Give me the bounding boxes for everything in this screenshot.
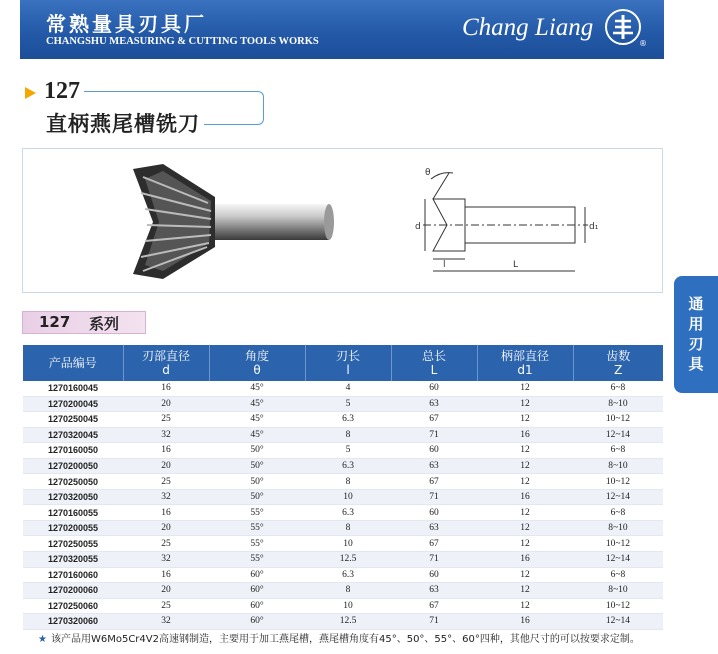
- product-code: 127: [44, 78, 80, 104]
- table-row: [23, 598, 663, 614]
- table-row: [23, 536, 663, 552]
- table-cell: 6~8: [573, 567, 663, 583]
- table-cell: 55°: [209, 505, 305, 521]
- table-cell: 20: [123, 396, 209, 412]
- table-cell: 16: [477, 552, 573, 568]
- table-cell: 8~10: [573, 520, 663, 536]
- side-category-tab[interactable]: [674, 276, 718, 393]
- label-L: L: [513, 260, 519, 270]
- table-cell: 16: [123, 443, 209, 459]
- table-cell: 45°: [209, 396, 305, 412]
- col-header-l: 刃长 l: [305, 345, 391, 381]
- table-cell: 63: [391, 520, 477, 536]
- table-cell: 50°: [209, 458, 305, 474]
- table-row: [23, 489, 663, 505]
- table-cell: 5: [305, 443, 391, 459]
- table-cell: 60°: [209, 567, 305, 583]
- table-cell: 1270200045: [23, 396, 123, 412]
- table-cell: 10: [305, 598, 391, 614]
- col-header-d1: 柄部直径 d1: [477, 345, 573, 381]
- table-cell: 1270250045: [23, 412, 123, 428]
- table-cell: 16: [477, 427, 573, 443]
- table-cell: 71: [391, 614, 477, 630]
- table-cell: 1270160045: [23, 381, 123, 396]
- table-row: [23, 474, 663, 490]
- table-cell: 16: [123, 567, 209, 583]
- col-header-code: 产品编号: [23, 345, 123, 381]
- table-cell: 1270200060: [23, 583, 123, 599]
- col-header-z: 齿数 Z: [573, 345, 663, 381]
- side-tab-char: 具: [688, 355, 704, 373]
- table-row: [23, 614, 663, 630]
- table-cell: 12: [477, 396, 573, 412]
- table-cell: 55°: [209, 552, 305, 568]
- table-cell: 6.3: [305, 567, 391, 583]
- table-cell: 12~14: [573, 489, 663, 505]
- side-tab-char: 刃: [688, 335, 704, 353]
- table-cell: 1270320045: [23, 427, 123, 443]
- table-cell: 60: [391, 567, 477, 583]
- series-label: 系列: [89, 315, 120, 333]
- col-header-d: 刃部直径 d: [123, 345, 209, 381]
- table-cell: 1270250055: [23, 536, 123, 552]
- brand-name: Chang Liang: [462, 14, 594, 41]
- table-cell: 12.5: [305, 552, 391, 568]
- table-cell: 1270320050: [23, 489, 123, 505]
- table-cell: 71: [391, 427, 477, 443]
- series-code: 127: [39, 313, 71, 331]
- footnote: [38, 630, 640, 645]
- table-cell: 1270250060: [23, 598, 123, 614]
- table-cell: 60: [391, 505, 477, 521]
- table-cell: 50°: [209, 474, 305, 490]
- footnote-text: 该产品用W6Mo5Cr4V2高速钢制造，主要用于加工燕尾槽，燕尾槽角度有45°、50°、55°、60°四种，其他尺寸的可以按要求定制。: [50, 634, 640, 645]
- table-cell: 1270250050: [23, 474, 123, 490]
- table-cell: 10~12: [573, 598, 663, 614]
- table-cell: 25: [123, 412, 209, 428]
- table-cell: 45°: [209, 381, 305, 396]
- table-cell: 8: [305, 520, 391, 536]
- table-cell: 12.5: [305, 614, 391, 630]
- table-cell: 12: [477, 474, 573, 490]
- table-cell: 25: [123, 474, 209, 490]
- table-cell: 4: [305, 381, 391, 396]
- product-name: 直柄燕尾槽铣刀: [46, 112, 200, 136]
- table-cell: 16: [123, 381, 209, 396]
- table-cell: 50°: [209, 489, 305, 505]
- table-cell: 6.3: [305, 412, 391, 428]
- table-cell: 8~10: [573, 583, 663, 599]
- table-cell: 1270160060: [23, 567, 123, 583]
- table-cell: 32: [123, 614, 209, 630]
- table-cell: 20: [123, 583, 209, 599]
- table-cell: 1270320060: [23, 614, 123, 630]
- table-cell: 10: [305, 489, 391, 505]
- table-cell: 67: [391, 474, 477, 490]
- table-cell: 71: [391, 552, 477, 568]
- header-banner: [20, 0, 664, 59]
- table-cell: 12: [477, 381, 573, 396]
- table-cell: 12: [477, 412, 573, 428]
- table-cell: 32: [123, 427, 209, 443]
- table-cell: 6~8: [573, 505, 663, 521]
- table-cell: 12~14: [573, 614, 663, 630]
- registered-mark: ®: [639, 39, 647, 48]
- label-theta: θ: [425, 168, 431, 178]
- table-cell: 63: [391, 583, 477, 599]
- table-cell: 5: [305, 396, 391, 412]
- table-row: [23, 505, 663, 521]
- table-cell: 60°: [209, 614, 305, 630]
- table-row: [23, 583, 663, 599]
- table-cell: 63: [391, 458, 477, 474]
- table-cell: 1270200050: [23, 458, 123, 474]
- table-row: [23, 443, 663, 459]
- table-cell: 1270320055: [23, 552, 123, 568]
- table-cell: 32: [123, 489, 209, 505]
- table-row: [23, 412, 663, 428]
- table-cell: 67: [391, 598, 477, 614]
- table-cell: 16: [123, 505, 209, 521]
- table-row: [23, 520, 663, 536]
- table-cell: 12: [477, 520, 573, 536]
- label-d: d: [415, 222, 421, 232]
- title-arrow-icon: [25, 87, 36, 99]
- table-cell: 16: [477, 489, 573, 505]
- table-cell: 67: [391, 536, 477, 552]
- company-name-cn: 常熟量具刃具厂: [46, 12, 207, 36]
- product-illustration-panel: [22, 148, 663, 293]
- star-icon: ★: [38, 634, 47, 645]
- table-cell: 10: [305, 536, 391, 552]
- spec-table: [23, 345, 663, 630]
- table-cell: 8: [305, 583, 391, 599]
- table-cell: 20: [123, 458, 209, 474]
- table-cell: 12: [477, 505, 573, 521]
- table-row: [23, 552, 663, 568]
- label-d1: d₁: [589, 222, 599, 232]
- company-name-en: CHANGSHU MEASURING & CUTTING TOOLS WORKS: [46, 36, 319, 47]
- col-header-L: 总长 L: [391, 345, 477, 381]
- table-cell: 45°: [209, 412, 305, 428]
- table-cell: 12: [477, 536, 573, 552]
- table-cell: 60: [391, 443, 477, 459]
- table-cell: 16: [477, 614, 573, 630]
- table-cell: 1270200055: [23, 520, 123, 536]
- table-cell: 60°: [209, 583, 305, 599]
- table-cell: 12: [477, 443, 573, 459]
- table-row: [23, 396, 663, 412]
- table-cell: 60: [391, 381, 477, 396]
- table-cell: 1270160050: [23, 443, 123, 459]
- table-cell: 12~14: [573, 427, 663, 443]
- table-cell: 12~14: [573, 552, 663, 568]
- series-label-bar: [22, 311, 146, 334]
- side-tab-char: 通: [688, 295, 704, 313]
- table-cell: 8: [305, 427, 391, 443]
- table-cell: 8: [305, 474, 391, 490]
- table-cell: 55°: [209, 520, 305, 536]
- table-cell: 12: [477, 583, 573, 599]
- side-tab-char: 用: [688, 315, 704, 333]
- cutter-photo: [123, 159, 353, 289]
- table-cell: 71: [391, 489, 477, 505]
- table-row: [23, 458, 663, 474]
- table-cell: 8~10: [573, 458, 663, 474]
- table-cell: 20: [123, 520, 209, 536]
- table-cell: 63: [391, 396, 477, 412]
- table-cell: 25: [123, 536, 209, 552]
- table-row: [23, 381, 663, 396]
- table-cell: 25: [123, 598, 209, 614]
- table-row: [23, 427, 663, 443]
- table-cell: 10~12: [573, 474, 663, 490]
- label-l: l: [443, 260, 446, 270]
- table-cell: 1270160055: [23, 505, 123, 521]
- table-cell: 12: [477, 598, 573, 614]
- technical-drawing: [403, 159, 603, 289]
- table-cell: 12: [477, 458, 573, 474]
- table-cell: 10~12: [573, 412, 663, 428]
- table-header-row: [23, 345, 663, 381]
- table-row: [23, 567, 663, 583]
- table-cell: 55°: [209, 536, 305, 552]
- company-logo: [605, 9, 641, 45]
- table-cell: 6~8: [573, 443, 663, 459]
- table-cell: 6.3: [305, 505, 391, 521]
- table-cell: 50°: [209, 443, 305, 459]
- table-cell: 45°: [209, 427, 305, 443]
- table-cell: 32: [123, 552, 209, 568]
- table-cell: 6~8: [573, 381, 663, 396]
- table-cell: 60°: [209, 598, 305, 614]
- table-cell: 6.3: [305, 458, 391, 474]
- table-cell: 67: [391, 412, 477, 428]
- table-cell: 8~10: [573, 396, 663, 412]
- table-cell: 12: [477, 567, 573, 583]
- table-cell: 10~12: [573, 536, 663, 552]
- col-header-angle: 角度 θ: [209, 345, 305, 381]
